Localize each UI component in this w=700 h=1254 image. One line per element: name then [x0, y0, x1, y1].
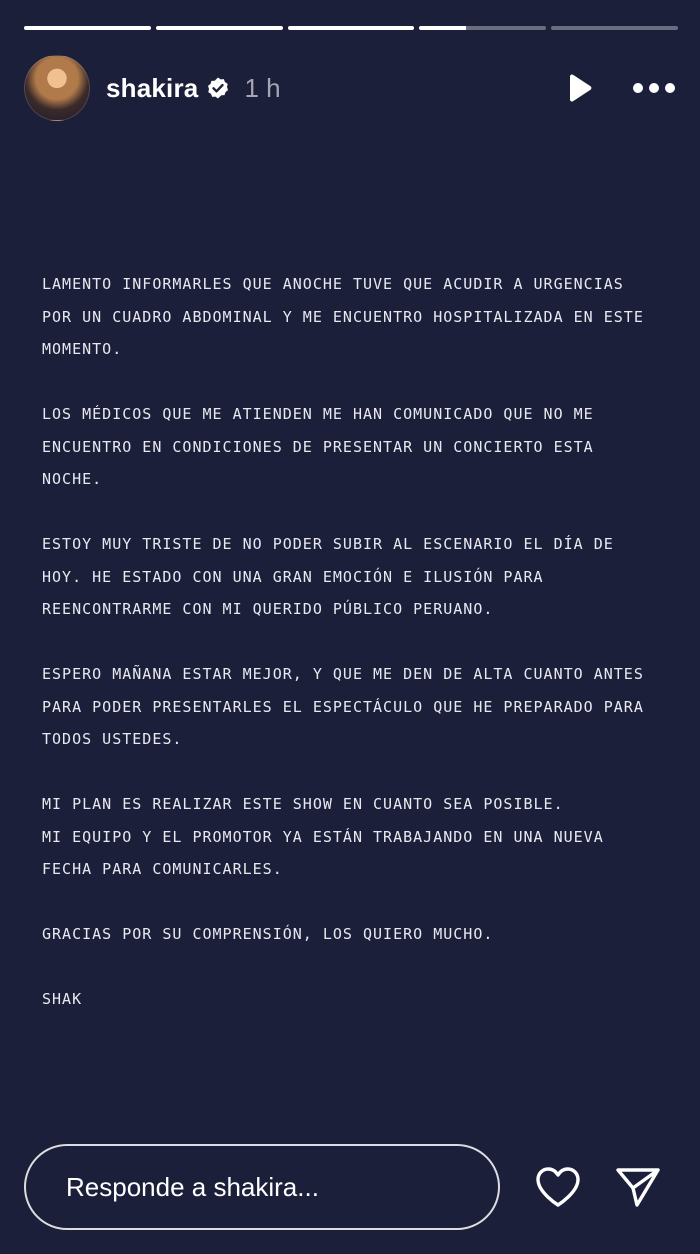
message-paragraph: GRACIAS POR SU COMPRENSIÓN, LOS QUIERO MUCHO. [42, 925, 494, 943]
progress-segment-5 [551, 26, 678, 30]
message-paragraph: ESTOY MUY TRISTE DE NO PODER SUBIR AL ESCENARIO EL DÍA DE HOY. HE ESTADO CON UNA GRAN EMOCIÓN E ILUSIÓN PARA REENCONTRARME CON MI QUERIDO PÚBLICO PERUANO. [42, 535, 614, 618]
play-button[interactable] [562, 70, 598, 106]
story-progress-bar [24, 26, 678, 30]
message-paragraph: MI PLAN ES REALIZAR ESTE SHOW EN CUANTO SEA POSIBLE. MI EQUIPO Y EL PROMOTOR YA ESTÁN TRABAJANDO EN UNA NUEVA FECHA PARA COMUNICARLES. [42, 795, 604, 878]
message-signature: SHAK [42, 990, 83, 1008]
progress-segment-3 [288, 26, 415, 30]
message-paragraph: ESPERO MAÑANA ESTAR MEJOR, Y QUE ME DEN DE ALTA CUANTO ANTES PARA PODER PRESENTARLES EL ESPECTÁCULO QUE HE PREPARADO PARA TODOS USTEDES. [42, 665, 644, 748]
like-button[interactable] [533, 1162, 583, 1212]
play-icon [566, 73, 594, 103]
username[interactable]: shakira [106, 72, 199, 103]
more-options-button[interactable] [632, 70, 676, 106]
post-time: 1 h [244, 72, 281, 103]
story-header [24, 56, 676, 120]
message-paragraph: LAMENTO INFORMARLES QUE ANOCHE TUVE QUE ACUDIR A URGENCIAS POR UN CUADRO ABDOMINAL Y ME ENCUENTRO HOSPITALIZADA EN ESTE MOMENTO. [42, 275, 644, 358]
more-dots-icon [632, 82, 676, 94]
send-icon [615, 1166, 661, 1208]
progress-segment-1 [24, 26, 151, 30]
verified-badge-icon [206, 76, 230, 100]
send-button[interactable] [613, 1162, 663, 1212]
message-paragraph: LOS MÉDICOS QUE ME ATIENDEN ME HAN COMUNICADO QUE NO ME ENCUENTRO EN CONDICIONES DE PRESENTAR UN CONCIERTO ESTA NOCHE. [42, 405, 594, 488]
reply-input[interactable] [24, 1144, 500, 1230]
story-message [42, 268, 680, 1048]
progress-segment-2 [156, 26, 283, 30]
avatar[interactable] [24, 55, 90, 121]
story-footer [24, 1143, 676, 1231]
heart-icon [534, 1165, 582, 1209]
progress-segment-4 [419, 26, 546, 30]
